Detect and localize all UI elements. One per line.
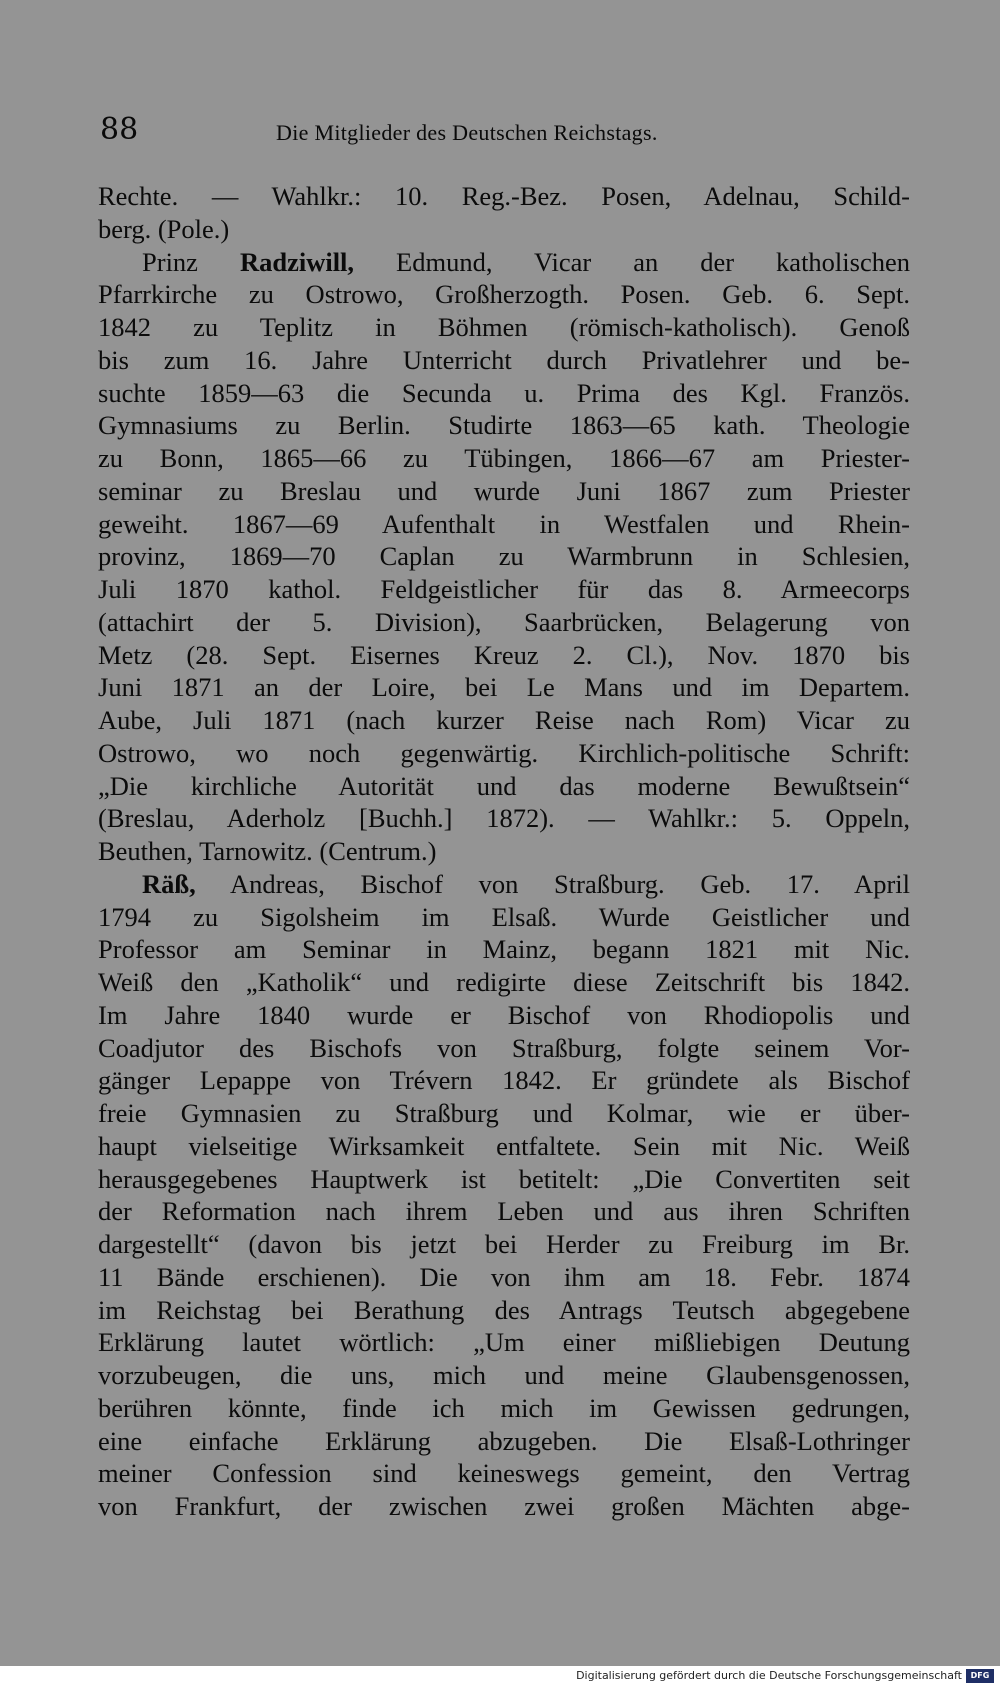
text-line: Gymnasiums zu Berlin. Studirte 1863—65 kath. Theologie bbox=[98, 410, 910, 441]
footer-credit: Digitalisierung gefördert durch die Deutsche Forschungsgemeinschaft bbox=[576, 1669, 962, 1682]
text-line: (Breslau, Aderholz [Buchh.] 1872). — Wahlkr.: 5. Oppeln, bbox=[98, 803, 910, 834]
running-title: Die Mitglieder des Deutschen Reichstags. bbox=[276, 120, 658, 145]
text-line: geweiht. 1867—69 Aufenthalt in Westfalen und Rhein- bbox=[98, 508, 910, 539]
text-line: Professor am Seminar in Mainz, begann 1821 mit Nic. bbox=[98, 934, 910, 965]
text-line: Erklärung lautet wörtlich: „Um einer mißliebigen Deutung bbox=[98, 1327, 910, 1358]
text-line: Juli 1870 kathol. Feldgeistlicher für das 8. Armeecorps bbox=[98, 574, 910, 604]
text-line: suchte 1859—63 die Secunda u. Prima des Kgl. Französ. bbox=[98, 377, 910, 408]
text-line: meiner Confession sind keineswegs gemeint, den Vertrag bbox=[98, 1458, 910, 1489]
text-line: im Reichstag bei Berathung des Antrags Teutsch abgegebene bbox=[98, 1294, 910, 1325]
entry-name-radziwill: Radziwill, bbox=[239, 246, 355, 277]
text-line: freie Gymnasien zu Straßburg und Kolmar, wie er über- bbox=[98, 1098, 910, 1128]
text-line: 1842 zu Teplitz in Böhmen (römisch-katholisch). Genoß bbox=[98, 312, 910, 342]
text-line: berg. (Pole.) bbox=[98, 213, 230, 244]
text-line: seminar zu Breslau und wurde Juni 1867 zum Priester bbox=[98, 475, 910, 506]
entry-name-raess: Räß, bbox=[142, 868, 196, 899]
text-line: Weiß den „Katholik“ und redigirte diese Zeitschrift bis 1842. bbox=[98, 967, 910, 997]
text-line: „Die kirchliche Autorität und das moderne Bewußtsein“ bbox=[98, 770, 910, 801]
text-line: bis zum 16. Jahre Unterricht durch Privatlehrer und be- bbox=[98, 344, 910, 375]
digitization-footer bbox=[0, 1666, 1000, 1686]
text-line: Ostrowo, wo noch gegenwärtig. Kirchlich-politische Schrift: bbox=[98, 737, 910, 768]
text-line: gänger Lepappe von Trévern 1842. Er gründete als Bischof bbox=[98, 1065, 910, 1096]
text-line: Aube, Juli 1871 (nach kurzer Reise nach Rom) Vicar zu bbox=[98, 705, 910, 735]
text-line: provinz, 1869—70 Caplan zu Warmbrunn in Schlesien, bbox=[98, 541, 910, 572]
page-number: 88 bbox=[100, 112, 139, 147]
text-line: eine einfache Erklärung abzugeben. Die Elsaß-Lothringer bbox=[98, 1425, 910, 1456]
text-line: der Reformation nach ihrem Leben und aus ihren Schriften bbox=[98, 1196, 910, 1227]
text-line: Coadjutor des Bischofs von Straßburg, folgte seinem Vor- bbox=[98, 1032, 910, 1063]
text-line-entry-raess: Räß, Andreas, Bischof von Straßburg. Geb. 17. April bbox=[142, 868, 910, 899]
text-line: berühren könnte, finde ich mich im Gewissen gedrungen, bbox=[98, 1392, 910, 1423]
text-line: zu Bonn, 1865—66 zu Tübingen, 1866—67 am Priester- bbox=[98, 443, 910, 473]
text-line: haupt vielseitige Wirksamkeit entfaltete. Sein mit Nic. Weiß bbox=[98, 1130, 910, 1161]
text-line: dargestellt“ (davon bis jetzt bei Herder zu Freiburg im Br. bbox=[98, 1229, 910, 1259]
text-line: von Frankfurt, der zwischen zwei großen Mächten abge- bbox=[98, 1491, 910, 1521]
text-line: Juni 1871 an der Loire, bei Le Mans und im Departem. bbox=[98, 672, 910, 703]
text-line: Pfarrkirche zu Ostrowo, Großherzogth. Posen. Geb. 6. Sept. bbox=[98, 279, 910, 310]
body-text bbox=[98, 180, 910, 1523]
text-line: Metz (28. Sept. Eisernes Kreuz 2. Cl.), Nov. 1870 bis bbox=[98, 639, 910, 670]
text-line: 1794 zu Sigolsheim im Elsaß. Wurde Geistlicher und bbox=[98, 901, 910, 932]
text-line: Rechte. — Wahlkr.: 10. Reg.-Bez. Posen, Adelnau, Schild- bbox=[98, 181, 910, 211]
page-header bbox=[100, 112, 940, 152]
text-line: herausgegebenes Hauptwerk ist betitelt: „Die Convertiten seit bbox=[98, 1163, 910, 1194]
text-line: vorzubeugen, die uns, mich und meine Glaubensgenossen, bbox=[98, 1360, 910, 1390]
dfg-logo-icon: DFG bbox=[966, 1669, 994, 1683]
text-line: Beuthen, Tarnowitz. (Centrum.) bbox=[98, 836, 437, 866]
text-line: Im Jahre 1840 wurde er Bischof von Rhodiopolis und bbox=[98, 999, 910, 1030]
text-line: 11 Bände erschienen). Die von ihm am 18. Febr. 1874 bbox=[98, 1261, 910, 1292]
text-line: (attachirt der 5. Division), Saarbrücken, Belagerung von bbox=[98, 606, 910, 637]
text-line-entry-radziwill: Prinz Radziwill, Edmund, Vicar an der katholischen bbox=[142, 246, 910, 277]
